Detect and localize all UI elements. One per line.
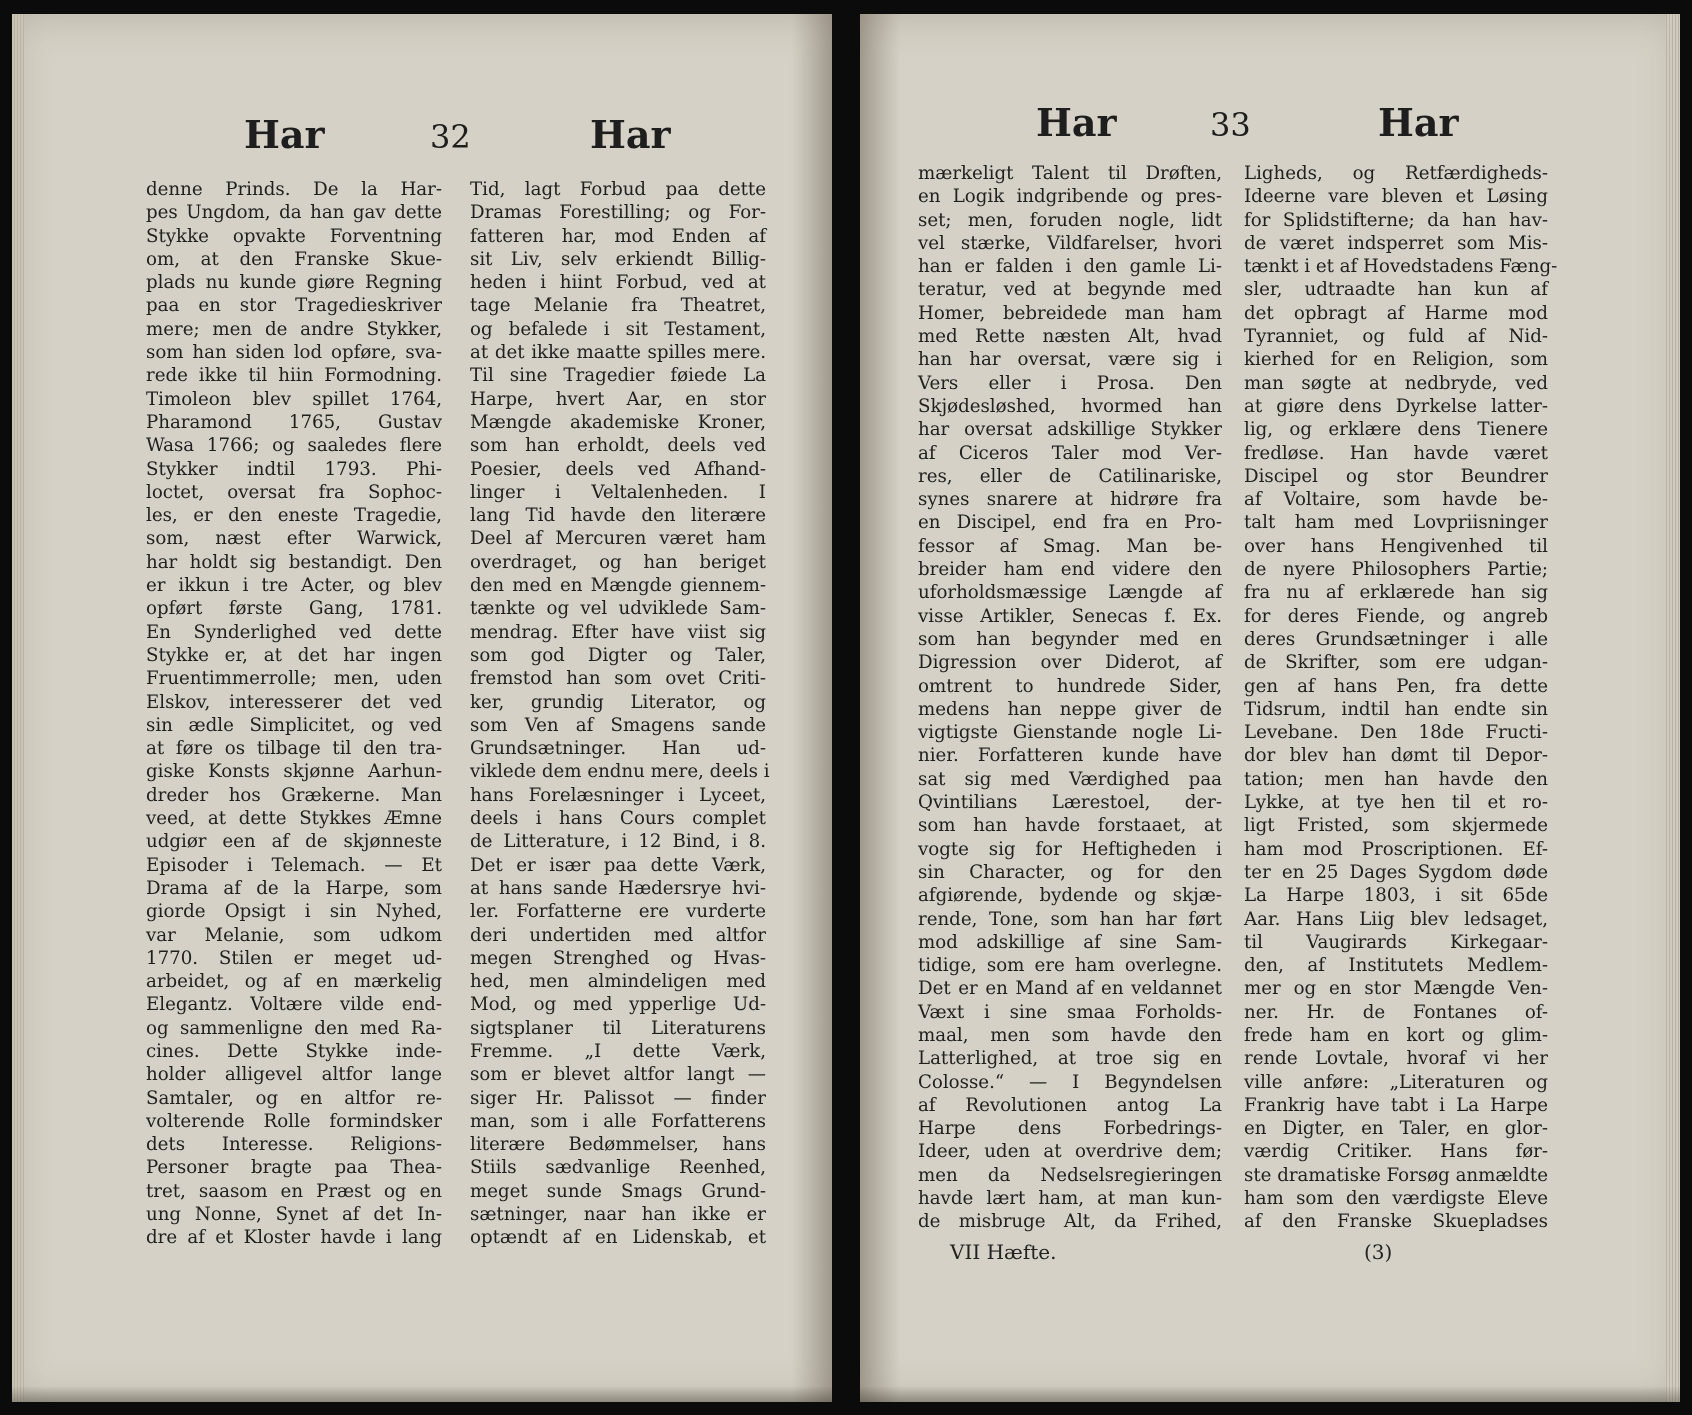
text-line: Wasa 1766; og saaledes flere <box>146 435 442 457</box>
text-line: man søgte at nedbryde, ved <box>1244 372 1548 394</box>
text-line: fra nu af erklærede han sig <box>1244 582 1548 604</box>
text-line: Tidsrum, indtil han endte sin <box>1244 698 1548 720</box>
text-line: sat sig med Værdighed paa <box>918 768 1222 790</box>
text-line: for deres Fiende, og angreb <box>1244 605 1548 627</box>
text-line: paa en stor Tragedieskriver <box>146 295 442 317</box>
text-line: Lykke, at tye hen til et ro- <box>1244 792 1548 814</box>
text-line: Homer, bebreidede man ham <box>918 302 1222 324</box>
page-number: 33 <box>1210 106 1251 144</box>
text-line: for Splidstifterne; da han hav- <box>1244 209 1548 231</box>
text-line: rende Lovtale, hvoraf vi her <box>1244 1048 1548 1070</box>
text-line: vigtigste Gienstande nogle Li- <box>918 722 1222 744</box>
text-line: Det er især paa dette Værk, <box>470 854 766 876</box>
text-line: de været indsperret som Mis- <box>1244 232 1548 254</box>
text-line: ligt Fristed, som skjermede <box>1244 815 1548 837</box>
text-line: de Litterature, i 12 Bind, i 8. <box>470 831 766 853</box>
text-line: over hans Hengivenhed til <box>1244 535 1548 557</box>
text-line: de nyere Philosophers Partie; <box>1244 559 1548 581</box>
text-line: veed, at dette Stykkes Æmne <box>146 808 442 830</box>
text-line: arbeidet, og af en mærkelig <box>146 971 442 993</box>
text-line: holder alligevel altfor lange <box>146 1064 442 1086</box>
text-line: set; men, foruden nogle, lidt <box>918 209 1222 231</box>
text-column-right <box>1244 162 1558 1234</box>
text-line: opført første Gang, 1781. <box>146 598 442 620</box>
text-line: siger Hr. Palissot — finder <box>470 1087 766 1109</box>
text-line: sit Liv, selv erkiendt Billig- <box>470 248 766 270</box>
text-line: Discipel og stor Beundrer <box>1244 465 1548 487</box>
text-line: dor blev han dømt til Depor- <box>1244 745 1548 767</box>
text-line: hed, men almindeligen med <box>470 971 766 993</box>
text-line: loctet, oversat fra Sophoc- <box>146 481 442 503</box>
text-line: Pharamond 1765, Gustav <box>146 411 442 433</box>
text-line: vogte sig for Heftigheden i <box>918 838 1222 860</box>
text-line: Stykker indtil 1793. Phi- <box>146 458 442 480</box>
text-line: denne Prinds. De la Har- <box>146 179 442 200</box>
text-line: en Discipel, end fra en Pro- <box>918 512 1222 534</box>
text-line: udgiør een af de skjønneste <box>146 831 442 853</box>
text-line: fatteren har, mod Enden af <box>470 225 766 247</box>
text-line: deres Grundsætninger i alle <box>1244 628 1548 650</box>
text-line: lang Tid havde den literære <box>470 505 766 527</box>
text-line: sler, udtraadte han kun af <box>1244 279 1548 301</box>
text-line: Levebane. Den 18de Fructi- <box>1244 722 1548 744</box>
text-line: sin Character, og for den <box>918 861 1222 883</box>
text-line: nier. Forfatteren kunde have <box>918 745 1222 767</box>
text-line: Colosse.“ — I Begyndelsen <box>918 1071 1222 1093</box>
text-line: frede ham en kort og glim- <box>1244 1024 1548 1046</box>
text-line: Stykke opvakte Forventning <box>146 225 442 247</box>
text-line: talt ham med Lovpriisninger <box>1244 512 1548 534</box>
text-line: tænkte og vel udviklede Sam- <box>470 598 766 620</box>
text-line: som er blevet altfor langt — <box>470 1064 766 1086</box>
text-line: Til sine Tragedier føiede La <box>470 365 766 387</box>
text-line: synes snarere at hidrøre fra <box>918 489 1222 511</box>
text-line: fremstod han som ovet Criti- <box>470 668 766 690</box>
text-line: Aar. Hans Liig blev ledsaget, <box>1244 908 1548 930</box>
text-line: visse Artikler, Senecas f. Ex. <box>918 605 1222 627</box>
text-line: dets Interesse. Religions- <box>146 1134 442 1156</box>
text-line: viklede dem endnu mere, deels i <box>470 761 770 783</box>
text-line: Væxt i sine smaa Forholds- <box>918 1001 1222 1023</box>
text-line: maal, men som havde den <box>918 1024 1222 1046</box>
text-line: Samtaler, og en altfor re- <box>146 1087 442 1109</box>
text-line: pes Ungdom, da han gav dette <box>146 202 442 224</box>
gutter-shadow <box>792 14 832 1402</box>
text-line: af Revolutionen antog La <box>918 1094 1222 1116</box>
text-line: fredløse. Han havde været <box>1244 442 1548 464</box>
signature-mark: VII Hæfte. <box>950 1240 1057 1264</box>
text-line: vel stærke, Vildfarelser, hvori <box>918 232 1222 254</box>
text-line: Stiils sædvanlige Reenhed, <box>470 1157 766 1179</box>
text-line: medens han neppe giver de <box>918 698 1222 720</box>
page-edge <box>12 14 24 1402</box>
running-head-left: Har <box>1036 100 1117 145</box>
gutter-shadow <box>860 14 900 1402</box>
text-line: med Rette næsten Alt, hvad <box>918 326 1222 348</box>
text-line: Grundsætninger. Han ud- <box>470 738 766 760</box>
text-line: Harpe, hvert Aar, en stor <box>470 388 766 410</box>
text-line: og sammenligne den med Ra- <box>146 1017 442 1039</box>
text-line: res, eller de Catilinariske, <box>918 465 1222 487</box>
text-line: afgiørende, bydende og skjæ- <box>918 885 1222 907</box>
text-line: af Voltaire, som havde be- <box>1244 489 1548 511</box>
text-line: mendrag. Efter have viist sig <box>470 621 766 643</box>
text-line: har oversat adskillige Stykker <box>918 419 1222 441</box>
text-line: tation; men han havde den <box>1244 768 1548 790</box>
text-line: ter en 25 Dages Sygdom døde <box>1244 861 1548 883</box>
running-head-left: Har <box>244 112 325 157</box>
page-bottom-shadow <box>12 1386 832 1402</box>
text-line: tidige, som ere ham overlegne. <box>918 955 1222 977</box>
text-line: og befalede i sit Testament, <box>470 318 766 340</box>
text-line: overdraget, og han beriget <box>470 551 766 573</box>
text-line: meget sunde Smags Grund- <box>470 1180 766 1202</box>
text-line: men da Nedselsregieringen <box>918 1164 1222 1186</box>
text-line: linger i Veltalenheden. I <box>470 481 766 503</box>
text-line: Frankrig have tabt i La Harpe <box>1244 1094 1548 1116</box>
text-line: rede ikke til hiin Formodning. <box>146 365 442 387</box>
text-line: Personer bragte paa Thea- <box>146 1157 442 1179</box>
text-line: sætninger, naar han ikke er <box>470 1204 766 1226</box>
page-edge <box>1666 14 1680 1402</box>
text-line: en Logik indgribende og pres- <box>918 186 1222 208</box>
text-line: ung Nonne, Synet af det In- <box>146 1204 442 1226</box>
text-line: at føre os tilbage til den tra- <box>146 738 442 760</box>
text-line: Fruentimmerrolle; men, uden <box>146 668 442 690</box>
text-line: Skjødesløshed, hvormed han <box>918 395 1222 417</box>
text-line: omtrent to hundrede Sider, <box>918 675 1222 697</box>
text-line: som Ven af Smagens sande <box>470 714 766 736</box>
text-line: 1770. Stilen er meget ud- <box>146 947 442 969</box>
text-line: har holdt sig bestandigt. Den <box>146 551 442 573</box>
text-line: giske Konsts skjønne Aarhun- <box>146 761 442 783</box>
text-line: at det ikke maatte spilles mere. <box>470 342 766 364</box>
text-line: deri undertiden med altfor <box>470 924 766 946</box>
text-line: ham mod Proscriptionen. Ef- <box>1244 838 1548 860</box>
text-line: han er falden i den gamle Li- <box>918 256 1222 278</box>
page-bottom-shadow <box>860 1386 1680 1402</box>
text-line: breider ham end videre den <box>918 559 1222 581</box>
text-line: plads nu kunde giøre Regning <box>146 272 442 294</box>
text-line: ler. Forfatterne ere vurderte <box>470 901 766 923</box>
text-line: Elegantz. Voltære vilde end- <box>146 994 442 1016</box>
page-number: 32 <box>430 118 471 156</box>
text-line: les, er den eneste Tragedie, <box>146 505 442 527</box>
text-line: at hans sande Hædersrye hvi- <box>470 877 766 899</box>
text-line: Mod, og med ypperlige Ud- <box>470 994 766 1016</box>
text-line: Tyranniet, og fuld af Nid- <box>1244 326 1548 348</box>
text-line: havde lært ham, at man kun- <box>918 1188 1222 1210</box>
text-line: Fremme. „I dette Værk, <box>470 1040 766 1062</box>
text-line: som, næst efter Warwick, <box>146 528 442 550</box>
text-line: er ikkun i tre Acter, og blev <box>146 575 442 597</box>
text-line: ville anføre: „Literaturen og <box>1244 1071 1548 1093</box>
text-line: teratur, ved at begynde med <box>918 279 1222 301</box>
text-line: som god Digter og Taler, <box>470 644 766 666</box>
text-line: Vers eller i Prosa. Den <box>918 372 1222 394</box>
running-head-right: Har <box>1378 100 1459 145</box>
text-line: En Synderlighed ved dette <box>146 621 442 643</box>
text-line: lig, og erklære dens Tienere <box>1244 419 1548 441</box>
text-line: Latterlighed, at troe sig en <box>918 1048 1222 1070</box>
text-line: Tid, lagt Forbud paa dette <box>470 179 766 200</box>
text-line: tret, saasom en Præst og en <box>146 1180 442 1202</box>
text-line: han har oversat, være sig i <box>918 349 1222 371</box>
text-line: Mængde akademiske Kroner, <box>470 411 766 433</box>
text-line: optændt af en Lidenskab, et <box>470 1227 766 1249</box>
text-line: Dramas Forestilling; og For- <box>470 202 766 224</box>
text-line: ham som den værdigste Eleve <box>1244 1188 1548 1210</box>
text-line: Det er en Mand af en veldannet <box>918 978 1222 1000</box>
text-line: ner. Hr. de Fontanes of- <box>1244 1001 1548 1023</box>
text-line: en Digter, en Taler, en glor- <box>1244 1118 1548 1140</box>
text-column-right <box>470 178 770 1250</box>
text-line: som han begynder med en <box>918 628 1222 650</box>
text-line: dre af et Kloster havde i lang <box>146 1227 442 1249</box>
right-page <box>860 14 1680 1402</box>
text-line: heden i hiint Forbud, ved at <box>470 272 766 294</box>
text-line: som han erholdt, deels ved <box>470 435 766 457</box>
text-line: mod adskillige af sine Sam- <box>918 931 1222 953</box>
text-line: volterende Rolle formindsker <box>146 1110 442 1132</box>
text-line: var Melanie, som udkom <box>146 924 442 946</box>
text-line: de Skrifter, som ere udgan- <box>1244 652 1548 674</box>
text-line: de misbruge Alt, da Frihed, <box>918 1211 1222 1233</box>
text-line: mere; men de andre Stykker, <box>146 318 442 340</box>
text-line: mærkeligt Talent til Drøften, <box>918 163 1222 184</box>
text-line: om, at den Franske Skue- <box>146 248 442 270</box>
text-line: Ligheds, og Retfærdigheds- <box>1244 163 1548 184</box>
text-line: megen Strenghed og Hvas- <box>470 947 766 969</box>
text-line: rende, Tone, som han har ført <box>918 908 1222 930</box>
gathering-number: (3) <box>1364 1240 1393 1264</box>
text-line: Ideer, uden at overdrive dem; <box>918 1141 1222 1163</box>
text-line: Drama af de la Harpe, som <box>146 877 442 899</box>
text-line: Episoder i Telemach. — Et <box>146 854 442 876</box>
text-line: man, som i alle Forfatterens <box>470 1110 766 1132</box>
text-line: som han havde forstaaet, at <box>918 815 1222 837</box>
text-line: som han siden lod opføre, sva- <box>146 342 442 364</box>
text-line: den, af Institutets Medlem- <box>1244 955 1548 977</box>
text-line: Timoleon blev spillet 1764, <box>146 388 442 410</box>
text-line: af Ciceros Taler mod Ver- <box>918 442 1222 464</box>
text-line: af den Franske Skuepladses <box>1244 1211 1548 1233</box>
text-column-left <box>918 162 1222 1234</box>
text-line: tænkt i et af Hovedstadens Fæng- <box>1244 256 1558 278</box>
text-line: fessor af Smag. Man be- <box>918 535 1222 557</box>
text-line: La Harpe 1803, i sit 65de <box>1244 885 1548 907</box>
text-line: kierhed for en Religion, som <box>1244 349 1548 371</box>
text-line: deels i hans Cours complet <box>470 808 766 830</box>
text-line: ker, grundig Literator, og <box>470 691 766 713</box>
text-line: ste dramatiske Forsøg anmældte <box>1244 1164 1548 1186</box>
text-line: sigtsplaner til Literaturens <box>470 1017 766 1039</box>
text-line: giorde Opsigt i sin Nyhed, <box>146 901 442 923</box>
text-line: Ideerne vare bleven et Løsing <box>1244 186 1548 208</box>
running-head-right: Har <box>590 112 671 157</box>
text-line: det opbragt af Harme mod <box>1244 302 1548 324</box>
text-line: Digression over Diderot, af <box>918 652 1222 674</box>
text-line: mer og en stor Mængde Ven- <box>1244 978 1548 1000</box>
text-line: Elskov, interesserer det ved <box>146 691 442 713</box>
text-line: gen af hans Pen, fra dette <box>1244 675 1548 697</box>
left-page <box>12 14 832 1402</box>
text-line: dreder hos Grækerne. Man <box>146 784 442 806</box>
text-line: at giøre dens Dyrkelse latter- <box>1244 395 1548 417</box>
text-line: Stykke er, at det har ingen <box>146 644 442 666</box>
text-line: uforholdsmæssige Længde af <box>918 582 1222 604</box>
text-column-left <box>146 178 442 1250</box>
text-line: den med en Mængde giennem- <box>470 575 766 597</box>
text-line: Deel af Mercuren været ham <box>470 528 766 550</box>
text-line: tage Melanie fra Theatret, <box>470 295 766 317</box>
text-line: cines. Dette Stykke inde- <box>146 1040 442 1062</box>
text-line: Poesier, deels ved Afhand- <box>470 458 766 480</box>
text-line: Qvintilians Lærestoel, der- <box>918 792 1222 814</box>
text-line: hans Forelæsninger i Lyceet, <box>470 784 766 806</box>
text-line: værdig Critiker. Hans før- <box>1244 1141 1548 1163</box>
text-line: til Vaugirards Kirkegaar- <box>1244 931 1548 953</box>
text-line: sin ædle Simplicitet, og ved <box>146 714 442 736</box>
text-line: Harpe dens Forbedrings- <box>918 1118 1222 1140</box>
text-line: literære Bedømmelser, hans <box>470 1134 766 1156</box>
